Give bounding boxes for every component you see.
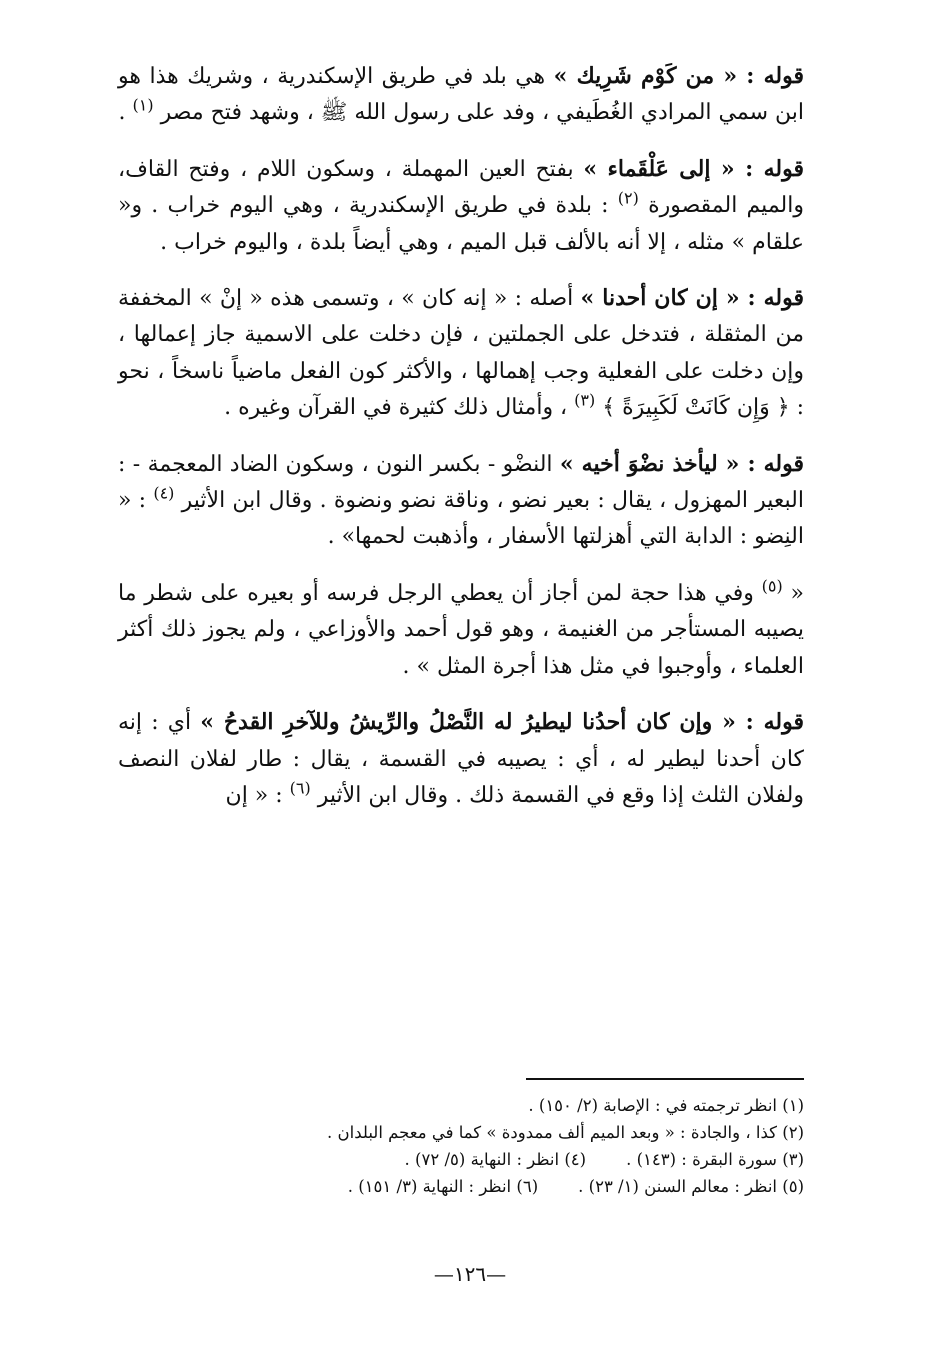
footnote-reference[interactable]: (٣) [574, 390, 596, 410]
paragraph [118, 280, 804, 427]
footnote: (١) انظر ترجمته في : الإصابة (٢/ ١٥٠) . [528, 1096, 804, 1115]
paragraph [118, 151, 804, 261]
footnote-reference[interactable]: (٢) [617, 188, 639, 208]
paragraph [118, 446, 804, 556]
footnote-reference[interactable]: (٥) [761, 576, 783, 596]
entry-keyword: قوله : « وإن كان أحدُنا ليطيرُ له النَّصْلُ والرِّيشُ وللآخرِ القدحُ » [200, 709, 804, 736]
paragraph-text: : « النِضو : الدابة التي أهزلتها الأسفار ، وأذهبت لحمها» . [118, 488, 804, 550]
paragraph-text: هي بلد في طريق الإسكندرية ، وشريك هذا هو ابن سمي المرادي الغُطَيفي ، وفد على رسول الله ﷺ ، وشهد فتح مصر [118, 64, 804, 126]
footnote: (٥) انظر : معالم السنن (١/ ٢٣) . [578, 1177, 804, 1196]
page-number: —١٢٦— [433, 1262, 507, 1286]
paragraph-text: : « إن [225, 782, 290, 808]
footnote-reference[interactable]: (٦) [289, 778, 311, 798]
paragraph-text: : بلدة في طريق الإسكندرية ، وهي اليوم خراب . و« علقام » مثله ، إلا أنه بالألف قبل الميم ، وهي أيضاً بلدة ، واليوم خراب . [118, 193, 804, 255]
footnotes [140, 1092, 804, 1200]
paragraph-text: وفي هذا حجة لمن أجاز أن يعطي الرجل فرسه أو بعيره على شطر ما يصيبه المستأجر من الغنيمة ، وهو قول أحمد والأوزاعي ، ولم يجوز ذلك أكثر العلماء ، وأوجبوا في مثل هذا أجرة المثل » . [118, 580, 804, 679]
footnote-reference[interactable]: (١) [132, 96, 154, 116]
footnote-reference[interactable]: (٤) [153, 483, 175, 503]
footnote: (٤) انظر : النهاية (٥/ ٧٢) . [404, 1150, 587, 1169]
paragraph [118, 575, 804, 685]
paragraph [118, 58, 804, 132]
paragraph-text: بفتح العين المهملة ، وسكون اللام ، وفتح القاف، والميم المقصورة [118, 156, 804, 219]
footnote: (٢) كذا ، والجادة : « وبعد الميم ألف ممدودة » كما في معجم البلدان . [327, 1123, 804, 1142]
footnote: (٦) انظر : النهاية (٣/ ١٥١) . [347, 1177, 539, 1196]
paragraph-text: « [790, 580, 804, 606]
footnote-separator [526, 1078, 804, 1080]
footnote-line [140, 1173, 804, 1200]
paragraph-text: أصله : « إنه كان » ، وتسمى هذه « إنْ » المخففة من المثقلة ، فتدخل على الجملتين ، فإن دخلت على الاسمية جاز إعمالها ، وإن دخلت على الفعلية وجب إهمالها ، والأكثر كون الفعل ماضياً ناسخاً ، نحو : ﴿ وَإِن كَانَتْ لَكَبِيرَةً ﴾ [118, 286, 804, 421]
paragraph-text: النضْو - بكسر النون ، وسكون الضاد المعجمة - : البعير المهزول ، يقال : بعير نضو ، وناقة نضو ونضوة . وقال ابن الأثير [118, 451, 804, 514]
footnote-line [140, 1092, 804, 1119]
footnote: (٣) سورة البقرة : (١٤٣) . [626, 1150, 804, 1169]
paragraph-text: ، وأمثال ذلك كثيرة في القرآن وغيره . [224, 395, 575, 421]
entry-keyword: قوله : « ليأخذ نضْوَ أخيه » [559, 450, 804, 477]
entry-keyword: قوله : « إن كان أحدنا » [580, 285, 804, 312]
footnote-line [140, 1119, 804, 1146]
entry-keyword: قوله : « إلى عَلْقَماء » [583, 155, 805, 182]
entry-keyword: قوله : « من كَوْم شَرِيك » [553, 63, 804, 89]
paragraph-text: أي : إنه كان أحدنا ليطير له ، أي : يصيبه في القسمة ، يقال : طار لفلان النصف ولفلان الثلث إذا وقع في القسمة ذلك . وقال ابن الأثير [118, 710, 804, 808]
paragraph [118, 704, 804, 814]
paragraph-text: . [118, 100, 133, 126]
footnote-line [140, 1146, 804, 1173]
main-text [118, 58, 804, 814]
